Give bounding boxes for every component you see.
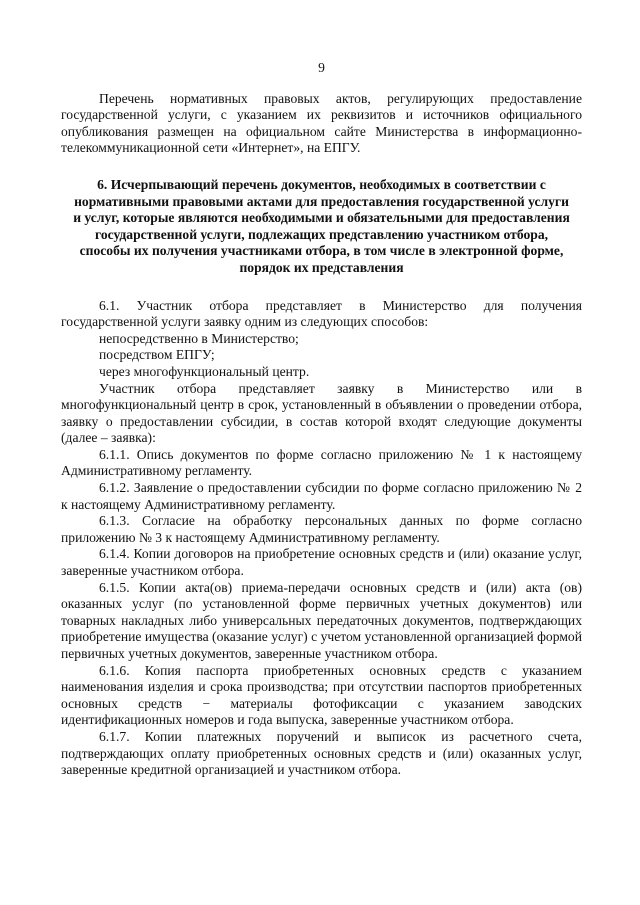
method-item: через многофункциональный центр. — [99, 363, 310, 379]
application-paragraph: Участник отбора представляет заявку в Министерство или в многофункциональный центр в срок, установленный в объявлении о проведении отбора, заявку о предоставлении субсидии, в состав которой входят следующие документы (далее – заявка): — [61, 380, 582, 446]
clause-6-1: 6.1. Участник отбора представляет в Министерство для получения государственной услуги заявку одним из следующих способов: — [61, 297, 582, 330]
document-item: 6.1.6. Копия паспорта приобретенных основных средств с указанием наименования изделия и срока производства; при отсутствии паспортов приобретенных основных средств − материалы фотофиксации с указанием заводских идентификационных номеров и года выпуска, заверенные участником отбора. — [61, 662, 582, 728]
intro-paragraph: Перечень нормативных правовых актов, регулирующих предоставление государственной услуги, с указанием их реквизитов и источников официального опубликования размещен на официальном сайте Министерства в информационно-телекоммуникационной сети «Интернет», на ЕПГУ. — [61, 90, 582, 156]
document-item: 6.1.3. Согласие на обработку персональных данных по форме согласно приложению № 3 к настоящему Административному регламенту. — [61, 513, 582, 545]
section-heading: 6. Исчерпывающий перечень документов, необходимых в соответствии с нормативными правовыми актами для предоставления государственной услуги и услуг, которые являются необходимыми и обязательными для предоставления государственной услуги, подлежащих представлению участником отбора, способы их получения участниками отбора, в том числе в электронной форме, порядок их представления — [73, 176, 570, 275]
page-number: 9 — [318, 60, 325, 75]
document-item: 6.1.2. Заявление о предоставлении субсидии по форме согласно приложению № 2 к настоящему Административному регламенту. — [61, 480, 582, 512]
method-item: посредством ЕПГУ; — [99, 347, 215, 363]
document-item: 6.1.4. Копии договоров на приобретение основных средств и (или) оказание услуг, заверенные участником отбора. — [61, 546, 582, 579]
document-item: 6.1.1. Опись документов по форме согласно приложению № 1 к настоящему Административному регламенту. — [61, 446, 582, 479]
document-item: 6.1.7. Копии платежных поручений и выписок из расчетного счета, подтверждающих оплату приобретенных основных средств и (или) оказанных услуг, заверенные кредитной организацией и участником отбора. — [61, 728, 582, 778]
document-item: 6.1.5. Копии акта(ов) приема-передачи основных средств и (или) акта (ов) оказанных услуг (по установленной форме первичных учетных документов) или товарных накладных либо универсальных передаточных документов, подтверждающих приобретение имущества (оказание услуг) с учетом установленной организацией формой первичных учетных документов, заверенные участником отбора. — [61, 579, 582, 661]
method-item: непосредственно в Министерство; — [99, 330, 299, 346]
